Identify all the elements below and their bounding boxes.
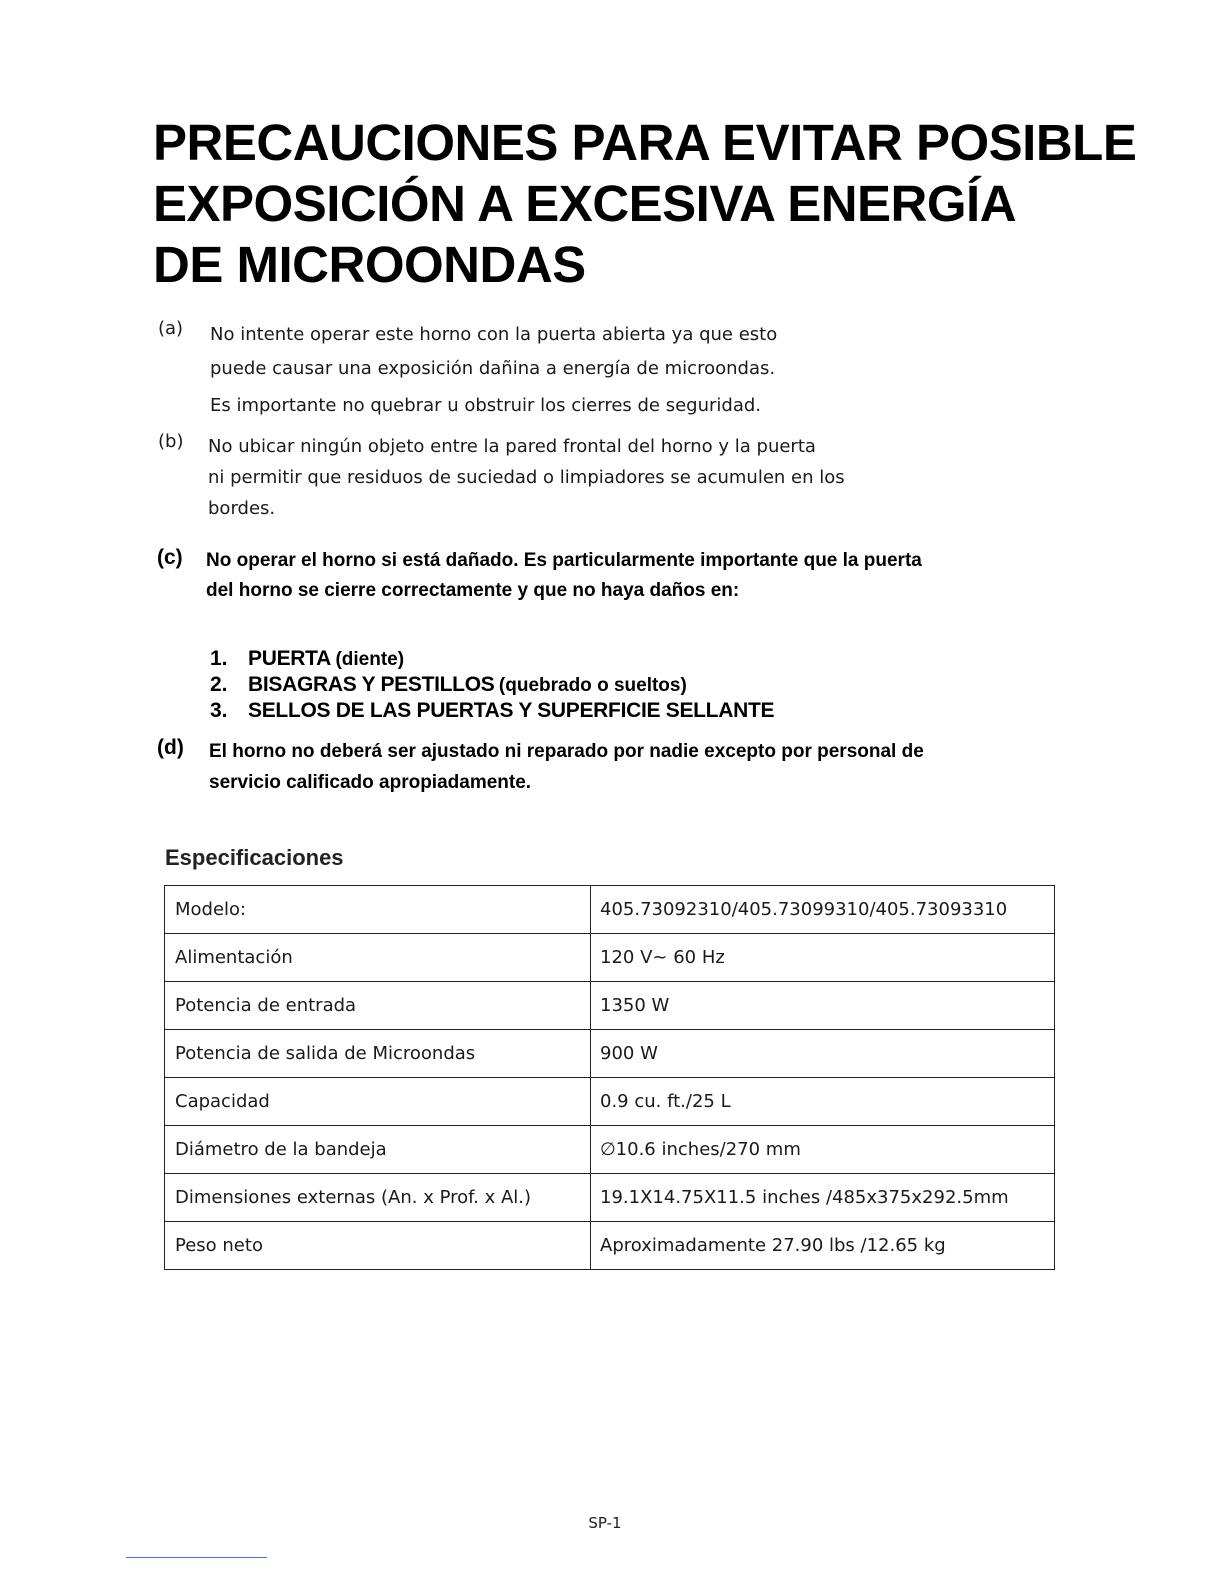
spec-label: Alimentación: [165, 934, 591, 982]
spec-value: 19.1X14.75X11.5 inches /485x375x292.5mm: [591, 1174, 1055, 1222]
list-item-note: (diente): [335, 649, 405, 670]
table-row: [165, 982, 1055, 1030]
table-row: [165, 1126, 1055, 1174]
precaution-d-line: por personal de servicio calificado apropiadamente.: [209, 741, 924, 793]
spec-label: Peso neto: [165, 1222, 591, 1270]
table-row: [165, 1222, 1055, 1270]
precaution-a-line: puede causar una exposición dañina a energía de microondas.: [210, 358, 776, 379]
precaution-b-line: ni permitir que residuos de suciedad o limpiadores se acumulen en los: [208, 467, 845, 488]
specifications-table: [164, 885, 1055, 1270]
table-row: [165, 1030, 1055, 1078]
precaution-d-label: (d): [157, 736, 184, 759]
spec-label: Dimensiones externas (An. x Prof. x Al.): [165, 1174, 591, 1222]
spec-label: Modelo:: [165, 886, 591, 934]
title-line: DE MICROONDAS: [153, 236, 586, 293]
list-item: [210, 672, 774, 698]
precaution-a: [158, 318, 918, 422]
precaution-d: [157, 736, 937, 798]
spec-value: 1350 W: [591, 982, 1055, 1030]
specifications-heading: Especificaciones: [165, 845, 344, 870]
spec-label: Diámetro de la bandeja: [165, 1126, 591, 1174]
list-item-note: (quebrado o sueltos): [498, 675, 687, 696]
list-item-number: 3.: [210, 699, 228, 722]
precaution-a-line: No intente operar este horno con la puerta abierta ya que esto: [210, 324, 778, 345]
page-title: [153, 112, 1137, 295]
precaution-a-label: (a): [158, 318, 184, 339]
precaution-c-line: que la puerta del horno se cierre correctamente y que no haya daños: [206, 550, 922, 601]
spec-value: 405.73092310/405.73099310/405.73093310: [591, 886, 1055, 934]
table-row: [165, 934, 1055, 982]
precaution-b-line: No ubicar ningún objeto entre la pared frontal del horno y la puerta: [208, 436, 816, 457]
table-row: [165, 886, 1055, 934]
table-row: [165, 1174, 1055, 1222]
spec-value: Aproximadamente 27.90 lbs /12.65 kg: [591, 1222, 1055, 1270]
precaution-d-line: El horno no deberá ser ajustado ni reparado por nadie excepto: [209, 741, 776, 762]
spec-value: ∅10.6 inches/270 mm: [591, 1126, 1055, 1174]
precaution-a-line: Es importante no quebrar u obstruir los cierres de seguridad.: [210, 395, 762, 416]
spec-label: Potencia de entrada: [165, 982, 591, 1030]
damage-list: [210, 646, 774, 724]
precaution-c-label: (c): [157, 546, 183, 569]
list-item-text: BISAGRAS Y PESTILLOS: [248, 673, 495, 696]
table-row: [165, 1078, 1055, 1126]
precaution-b-line: bordes.: [208, 498, 276, 519]
list-item-number: 2.: [210, 673, 228, 696]
list-item-text: SELLOS DE LAS PUERTAS Y SUPERFICIE SELLANTE: [248, 699, 775, 722]
precaution-c-line: en:: [710, 580, 740, 601]
precaution-c-line: No operar el horno si está dañado. Es particularmente importante: [206, 550, 799, 571]
spec-label: Capacidad: [165, 1078, 591, 1126]
precaution-b: [158, 431, 918, 524]
precaution-c: [157, 546, 937, 606]
footer-divider: [126, 1557, 267, 1558]
spec-label: Potencia de salida de Microondas: [165, 1030, 591, 1078]
list-item-number: 1.: [210, 647, 228, 670]
list-item: [210, 698, 774, 724]
spec-value: 900 W: [591, 1030, 1055, 1078]
title-line: PRECAUCIONES PARA EVITAR POSIBLE: [153, 114, 1137, 171]
list-item: [210, 646, 774, 672]
spec-value: 120 V~ 60 Hz: [591, 934, 1055, 982]
title-line: EXPOSICIÓN A EXCESIVA ENERGÍA: [153, 175, 1017, 232]
precaution-b-label: (b): [158, 431, 184, 452]
page-number: SP-1: [588, 1514, 622, 1532]
list-item-text: PUERTA: [248, 647, 331, 670]
spec-value: 0.9 cu. ft./25 L: [591, 1078, 1055, 1126]
